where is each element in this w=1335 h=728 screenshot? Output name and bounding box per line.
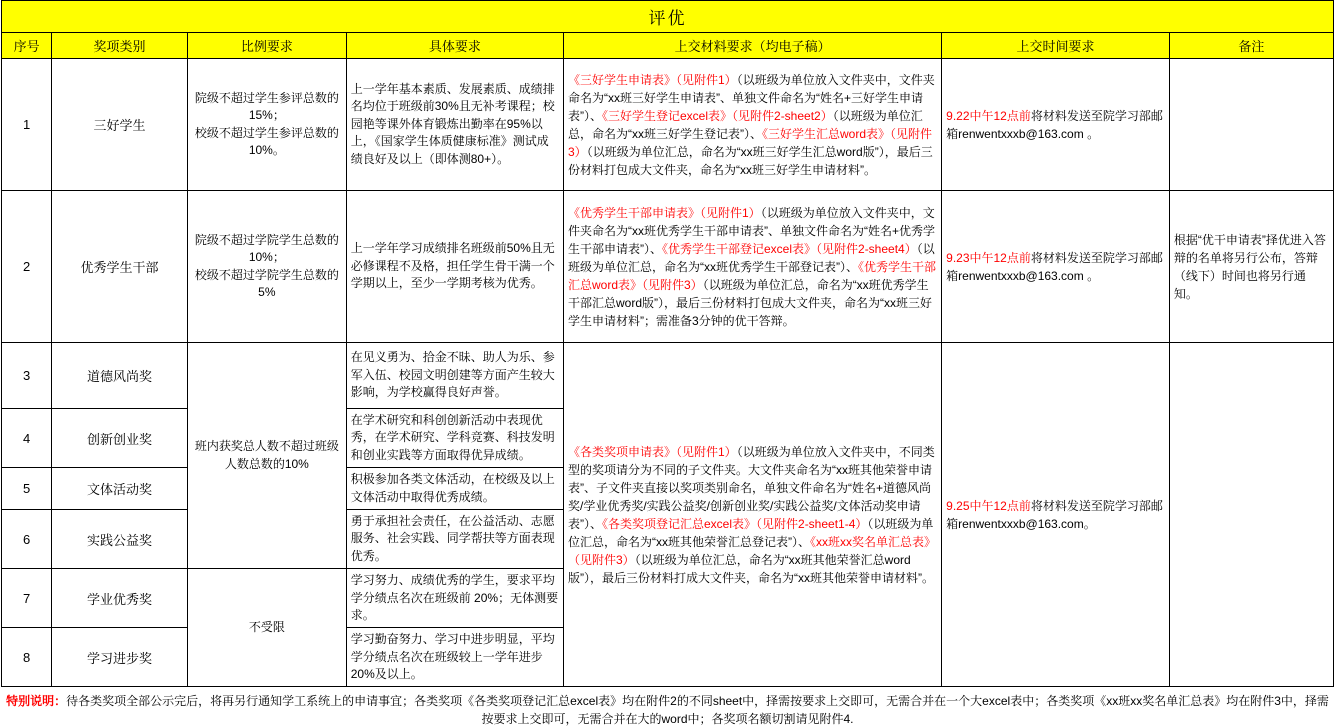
row-category: 学业优秀奖 xyxy=(52,569,188,628)
merged-remark xyxy=(1169,343,1333,687)
row-category: 三好学生 xyxy=(52,59,188,191)
row-num: 1 xyxy=(2,59,52,191)
row-ratio: 院级不超过学生参评总数的15%； 校级不超过学生参评总数的10%。 xyxy=(187,59,346,191)
row-num: 3 xyxy=(2,343,52,409)
row-num: 5 xyxy=(2,468,52,510)
row-requirement: 勇于承担社会责任，在公益活动、志愿服务、社会实践、同学帮扶等方面表现优秀。 xyxy=(346,509,563,568)
header-deadline: 上交时间要求 xyxy=(942,33,1170,59)
table-row xyxy=(2,59,1334,191)
row-materials: 《三好学生申请表》（见附件1）（以班级为单位放入文件夹中，文件夹命名为“xx班三好学生申请表”、单独文件命名为“姓名+三好学生申请表”）、《三好学生登记excel表》（见附件2-sheet2）（以班级为单位汇总，命名为“xx班三好学生登记表”）、《三好学生汇总word表》（见附件3）（以班级为单位汇总，命名为“xx班三好学生汇总word版”），最后三份材料打包成大文件夹，命名为“xx班三好学生申请材料”。 xyxy=(564,59,942,191)
row-remark: 根据“优干申请表”择优进入答辩的名单将另行公布，答辩（线下）时间也将另行通知。 xyxy=(1169,191,1333,343)
header-materials: 上交材料要求（均电子稿） xyxy=(564,33,942,59)
row-requirement: 上一学年学习成绩排名班级前50%且无必修课程不及格，担任学生骨干满一个学期以上，至少一学期考核为优秀。 xyxy=(346,191,563,343)
row-ratio: 院级不超过学院学生总数的10%； 校级不超过学院学生总数的5% xyxy=(187,191,346,343)
page-title: 评优 xyxy=(2,1,1334,33)
row-category: 学习进步奖 xyxy=(52,628,188,687)
sheet-title-row xyxy=(2,1,1334,33)
table-header-row xyxy=(2,33,1334,59)
merged-ratio-7-8: 不受限 xyxy=(187,569,346,687)
row-num: 4 xyxy=(2,409,52,468)
footer-note xyxy=(2,692,1333,728)
footer-lead: 特别说明： xyxy=(6,694,67,709)
row-num: 8 xyxy=(2,628,52,687)
header-category: 奖项类别 xyxy=(52,33,188,59)
row-category: 文体活动奖 xyxy=(52,468,188,510)
row-category: 实践公益奖 xyxy=(52,509,188,568)
footer-text: 待各类奖项全部公示完后，将再另行通知学工系统上的申请事宜；各类奖项《各类奖项登记汇总excel表》均在附件2的不同sheet中，择需按要求上交即可，无需合并在一个大excel表中；各类奖项《xx班xx奖名单汇总表》均在附件3中，择需按要求上交即可，无需合并在大的word中；各奖项名额切割请见附件4. xyxy=(66,694,1329,727)
row-category: 道德风尚奖 xyxy=(52,343,188,409)
row-requirement: 学习勤奋努力、学习中进步明显，平均学分绩点名次在班级较上一学年进步20%及以上。 xyxy=(346,628,563,687)
header-ratio: 比例要求 xyxy=(187,33,346,59)
row-remark xyxy=(1169,59,1333,191)
row-category: 优秀学生干部 xyxy=(52,191,188,343)
row-requirement: 学习努力、成绩优秀的学生，要求平均学分绩点名次在班级前 20%；无体测要求。 xyxy=(346,569,563,628)
merged-ratio-3-6: 班内获奖总人数不超过班级人数总数的10% xyxy=(187,343,346,569)
table-row xyxy=(2,343,1334,409)
row-num: 6 xyxy=(2,509,52,568)
row-num: 2 xyxy=(2,191,52,343)
row-materials: 《优秀学生干部申请表》（见附件1）（以班级为单位放入文件夹中，文件夹命名为“xx班优秀学生干部申请表”、单独文件命名为“姓名+优秀学生干部申请表”）、《优秀学生干部登记excel表》（见附件2-sheet4）（以班级为单位汇总，命名为“xx班优秀学生干部登记表”）、《优秀学生干部汇总word表》（见附件3）（以班级为单位汇总，命名为“xx班优秀学生干部汇总word版”），最后三份材料打包成大文件夹，命名为“xx班三好学生申请材料”；需准备3分钟的优干答辩。 xyxy=(564,191,942,343)
merged-deadline: 9.25中午12点前将材料发送至院学习部邮箱renwentxxxb@163.com。 xyxy=(942,343,1170,687)
row-requirement: 在见义勇为、拾金不昧、助人为乐、参军入伍、校园文明创建等方面产生较大影响，为学校赢得良好声誉。 xyxy=(346,343,563,409)
header-num: 序号 xyxy=(2,33,52,59)
header-requirement: 具体要求 xyxy=(346,33,563,59)
row-deadline: 9.22中午12点前将材料发送至院学习部邮箱renwentxxxb@163.com 。 xyxy=(942,59,1170,191)
row-requirement: 积极参加各类文体活动，在校级及以上文体活动中取得优秀成绩。 xyxy=(346,468,563,510)
merged-materials: 《各类奖项申请表》（见附件1）（以班级为单位放入文件夹中，不同类型的奖项请分为不同的子文件夹。大文件夹命名为“xx班其他荣誉申请表”、子文件夹直接以奖项类别命名，单独文件命名为“姓名+道德风尚奖/学业优秀奖/实践公益奖/创新创业奖/实践公益奖/文体活动奖申请表”）、《各类奖项登记汇总excel表》（见附件2-sheet1-4）（以班级为单位汇总，命名为“xx班其他荣誉汇总登记表”）、《xx班xx奖名单汇总表》（见附件3）（以班级为单位汇总，命名为“xx班其他荣誉汇总word版”），最后三份材料打成大文件夹，命名为“xx班其他荣誉申请材料”。 xyxy=(564,343,942,687)
row-requirement: 上一学年基本素质、发展素质、成绩排名均位于班级前30%且无补考课程；校园艳等课外体育锻炼出勤率在95%以上，《国家学生体质健康标准》测试成绩良好及以上（即体测80+）。 xyxy=(346,59,563,191)
table-row xyxy=(2,191,1334,343)
awards-table xyxy=(1,0,1334,687)
row-category: 创新创业奖 xyxy=(52,409,188,468)
row-deadline: 9.23中午12点前将材料发送至院学习部邮箱renwentxxxb@163.com 。 xyxy=(942,191,1170,343)
row-num: 7 xyxy=(2,569,52,628)
header-remark: 备注 xyxy=(1169,33,1333,59)
row-requirement: 在学术研究和科创创新活动中表现优秀，在学术研究、学科竞赛、科技发明和创业实践等方面取得优异成绩。 xyxy=(346,409,563,468)
